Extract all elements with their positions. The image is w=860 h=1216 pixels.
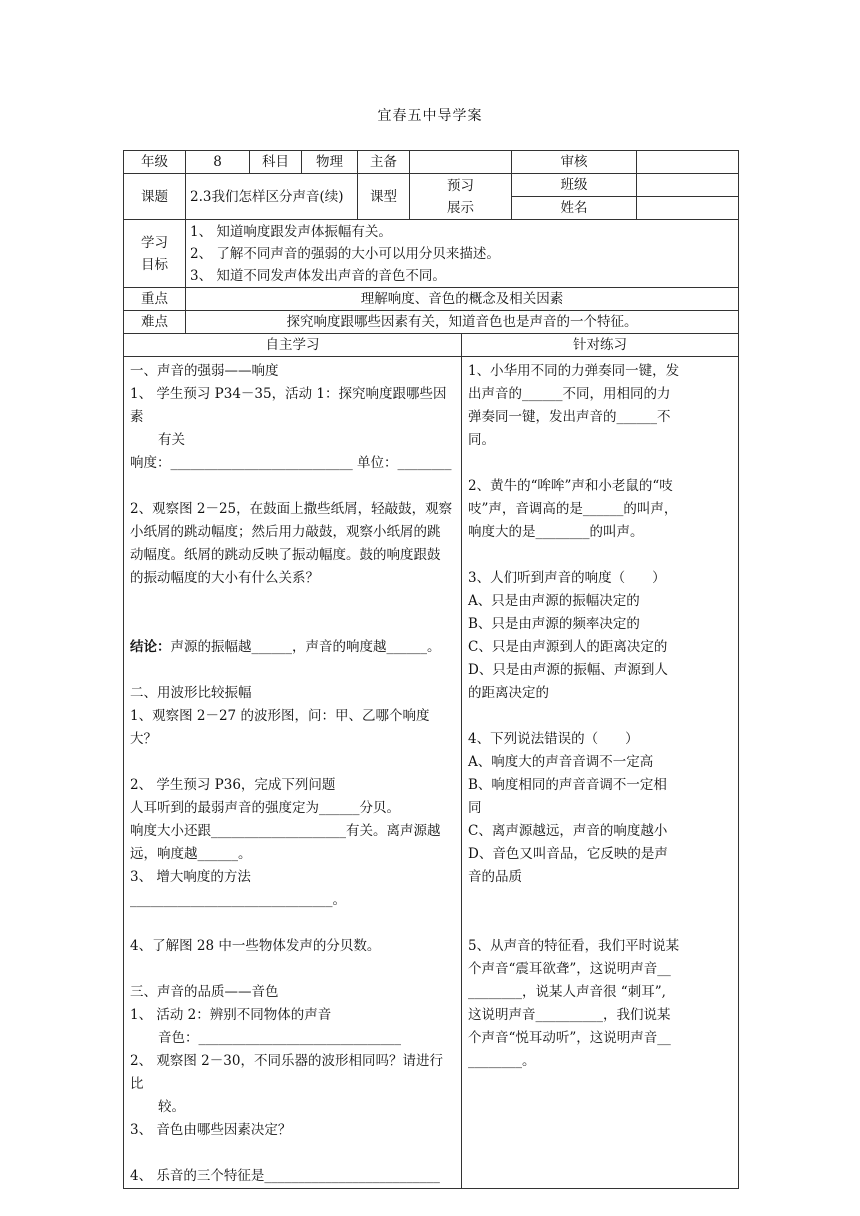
conclusion xyxy=(130,636,455,659)
goal-item: 1、 知道响度跟发声体振幅有关。 xyxy=(190,223,392,240)
name-label: 姓名 xyxy=(512,197,637,220)
name-value xyxy=(637,197,739,220)
goals-list xyxy=(186,220,739,288)
goal-item: 3、 知道不同发声体发出声音的音色不同。 xyxy=(190,267,446,284)
section3-line: 2、 观察图 2－30，不同乐器的波形相同吗？请进行比 xyxy=(130,1053,443,1092)
goal-item: 2、 了解不同声音的强弱的大小可以用分贝来描述。 xyxy=(190,245,500,262)
practice-q5: 个声音“悦耳动听”，这说明声音__ xyxy=(468,1030,671,1046)
practice-q2: 吱”声，音调高的是______的叫声， xyxy=(468,501,678,517)
grade-label: 年级 xyxy=(124,151,186,174)
section2-q2: 2、 学生预习 P36，完成下列问题 xyxy=(130,777,336,793)
practice-q1: 出声音的______不同，用相同的力 xyxy=(468,386,671,402)
section2-q3: 3、 增大响度的方法______________________________。 xyxy=(130,869,346,908)
practice-q5: ________，说某人声音很 “刺耳”, xyxy=(468,984,666,1000)
section3-line: 4、 乐音的三个特征是__________________________ xyxy=(130,1168,440,1184)
section2-q2: 响度大小还跟____________________有关。离声源越 xyxy=(130,823,441,839)
subject-value: 物理 xyxy=(302,151,358,174)
author-value xyxy=(410,151,512,174)
practice-q4: D、音色又叫音品，它反映的是声 xyxy=(468,846,668,862)
grade-value: 8 xyxy=(186,151,250,174)
practice-q4: C、离声源越远，声音的响度越小 xyxy=(468,823,668,839)
type-value-preview: 预习 xyxy=(447,177,474,194)
type-value xyxy=(410,174,512,220)
practice-q3: C、只是由声源到人的距离决定的 xyxy=(468,639,668,655)
practice-q3: A、只是由声源的振幅决定的 xyxy=(468,593,640,609)
section1-q2: 2、观察图 2－25，在鼓面上撒些纸屑，轻敲鼓，观察 xyxy=(130,501,453,517)
section2-q2: 远，响度越______。 xyxy=(130,846,252,862)
practice-content xyxy=(462,357,739,1189)
loudness-unit-blank: 响度：___________________________ 单位：________ xyxy=(130,455,452,471)
class-value xyxy=(637,174,739,197)
goals-label-line1: 学习 xyxy=(141,234,168,251)
goals-label-line2: 目标 xyxy=(141,256,168,273)
practice-q4: 同 xyxy=(468,800,482,816)
review-label: 审核 xyxy=(512,151,637,174)
lesson-plan-table xyxy=(123,150,739,1189)
key-point-text: 理解响度、音色的概念及相关因素 xyxy=(186,288,739,311)
conclusion-text: 声源的振幅越______，声音的响度越______。 xyxy=(170,639,441,655)
practice-q2: 响度大的是________的叫声。 xyxy=(468,524,644,540)
practice-q4: 音的品质 xyxy=(468,869,522,885)
section3-line: 音色：______________________________ xyxy=(158,1030,401,1046)
section1-q2: 动幅度。纸屑的跳动反映了振动幅度。鼓的响度跟鼓 xyxy=(130,547,441,563)
difficulty-label: 难点 xyxy=(124,311,186,334)
practice-q1: 1、小华用不同的力弹奏同一键，发 xyxy=(468,363,680,379)
practice-q2: 2、黄牛的“哞哞”声和小老鼠的“吱 xyxy=(468,478,673,494)
practice-q3: B、只是由声源的频率决定的 xyxy=(468,616,640,632)
practice-q4: A、响度大的声音音调不一定高 xyxy=(468,754,654,770)
review-value xyxy=(637,151,739,174)
section3-line: 1、 活动 2：辨别不同物体的声音 xyxy=(130,1007,332,1023)
type-value-display: 展示 xyxy=(447,199,474,216)
practice-q5: 个声音“震耳欲聋”，这说明声音__ xyxy=(468,961,671,977)
section1-line: 1、 学生预习 P34－35，活动 1：探究响度跟哪些因素 xyxy=(130,386,447,425)
self-study-heading: 自主学习 xyxy=(124,334,462,357)
section2-title: 二、用波形比较振幅 xyxy=(130,685,252,701)
key-point-label: 重点 xyxy=(124,288,186,311)
section1-q2: 的振动幅度的大小有什么关系？ xyxy=(130,570,319,586)
practice-q5: ________。 xyxy=(468,1053,536,1069)
topic-label: 课题 xyxy=(124,174,186,220)
page-title: 宜春五中导学案 xyxy=(377,108,483,124)
conclusion-label: 结论： xyxy=(130,639,171,655)
self-study-content xyxy=(124,357,462,1189)
practice-q3: D、只是由声源的振幅、声源到人 xyxy=(468,662,668,678)
class-label: 班级 xyxy=(512,174,637,197)
section1-line: 有关 xyxy=(158,432,185,448)
goals-label xyxy=(124,220,186,288)
topic-value: 2.3我们怎样区分声音(续) xyxy=(186,174,358,220)
practice-q3: 的距离决定的 xyxy=(468,685,549,701)
section2-line: 1、观察图 2－27 的波形图，问：甲、乙哪个响度大？ xyxy=(130,708,430,747)
section3-title: 三、声音的品质——音色 xyxy=(130,984,279,1000)
type-label: 课型 xyxy=(358,174,410,220)
section3-line: 3、 音色由哪些因素决定？ xyxy=(130,1122,292,1138)
section3-line: 较。 xyxy=(158,1099,185,1115)
section1-title: 一、声音的强弱——响度 xyxy=(130,363,279,379)
author-label: 主备 xyxy=(358,151,410,174)
practice-q5: 5、从声音的特征看，我们平时说某 xyxy=(468,938,680,954)
section2-q4: 4、了解图 28 中一些物体发声的分贝数。 xyxy=(130,938,381,954)
practice-q3: 3、人们听到声音的响度（ ） xyxy=(468,570,666,586)
section2-q2: 人耳听到的最弱声音的强度定为______分贝。 xyxy=(130,800,400,816)
practice-q4: B、响度相同的声音音调不一定相 xyxy=(468,777,667,793)
practice-q5: 这说明声音__________，我们说某 xyxy=(468,1007,671,1023)
practice-q4: 4、下列说法错误的（ ） xyxy=(468,731,639,747)
section1-q2: 小纸屑的跳动幅度；然后用力敲鼓，观察小纸屑的跳 xyxy=(130,524,441,540)
practice-q1: 同。 xyxy=(468,432,495,448)
practice-heading: 针对练习 xyxy=(462,334,739,357)
difficulty-text: 探究响度跟哪些因素有关，知道音色也是声音的一个特征。 xyxy=(186,311,739,334)
practice-q1: 弹奏同一键，发出声音的______不 xyxy=(468,409,671,425)
subject-label: 科目 xyxy=(250,151,302,174)
